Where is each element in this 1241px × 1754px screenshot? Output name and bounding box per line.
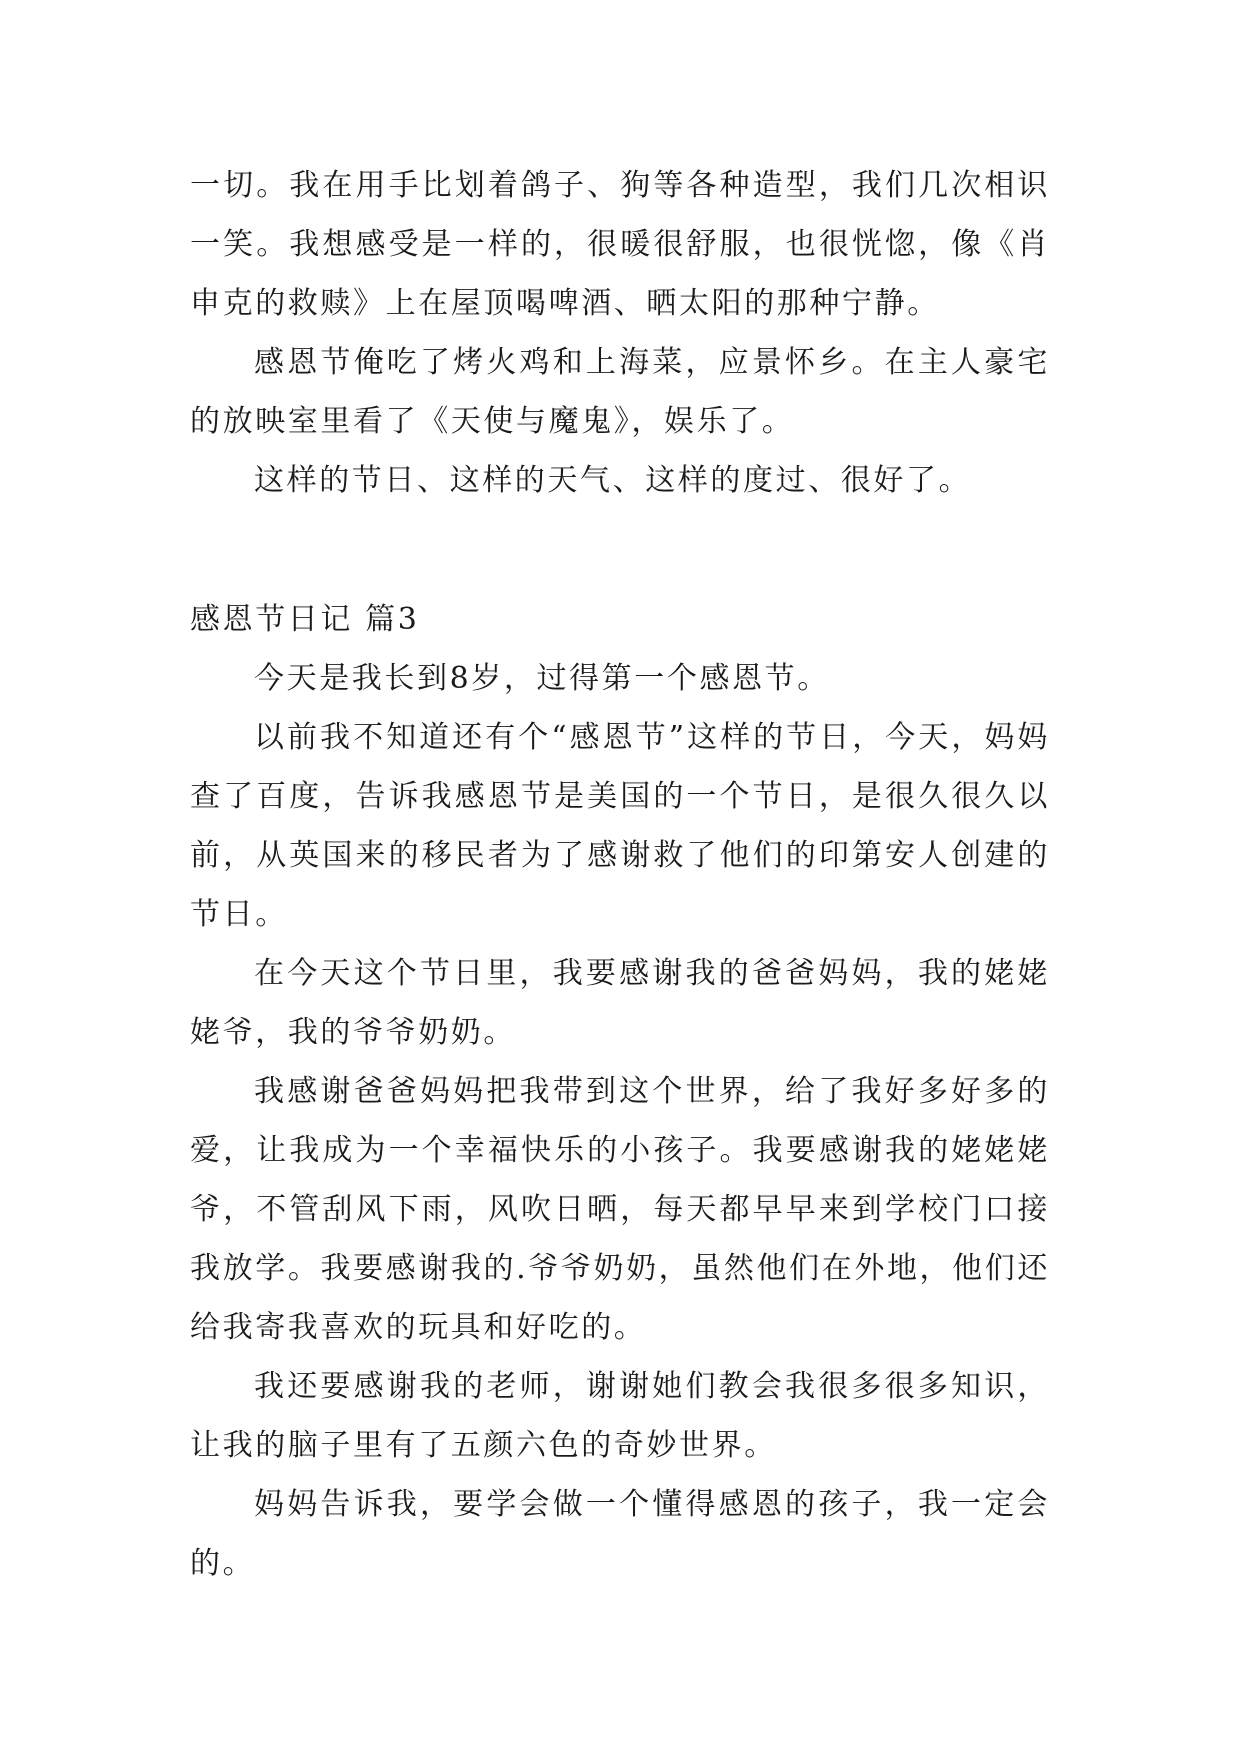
- body-paragraph: 在今天这个节日里，我要感谢我的爸爸妈妈，我的姥姥姥爷，我的爷爷奶奶。: [190, 956, 1050, 1050]
- section-title: 感恩节日记 篇3: [190, 602, 420, 637]
- body-paragraph: 感恩节俺吃了烤火鸡和上海菜，应景怀乡。在主人豪宅的放映室里看了《天使与魔鬼》，娱乐了。: [190, 345, 1050, 439]
- body-paragraph: 以前我不知道还有个“感恩节”这样的节日，今天，妈妈查了百度，告诉我感恩节是美国的一个节日，是很久很久以前，从英国来的移民者为了感谢救了他们的印第安人创建的节日。: [190, 720, 1050, 932]
- continuation-paragraph: 一切。我在用手比划着鸽子、狗等各种造型，我们几次相识一笑。我想感受是一样的，很暖很舒服，也很恍惚，像《肖申克的救赎》上在屋顶喝啤酒、晒太阳的那种宁静。: [190, 168, 1050, 321]
- body-paragraph: 今天是我长到8岁，过得第一个感恩节。: [254, 661, 830, 696]
- body-paragraph: 我还要感谢我的老师，谢谢她们教会我很多很多知识，让我的脑子里有了五颜六色的奇妙世界。: [190, 1369, 1050, 1463]
- body-paragraph: 我感谢爸爸妈妈把我带到这个世界，给了我好多好多的爱，让我成为一个幸福快乐的小孩子。我要感谢我的姥姥姥爷，不管刮风下雨，风吹日晒，每天都早早来到学校门口接我放学。我要感谢我的.爷爷奶奶，虽然他们在外地，他们还给我寄我喜欢的玩具和好吃的。: [190, 1074, 1050, 1345]
- body-paragraph: 这样的节日、这样的天气、这样的度过、很好了。: [254, 463, 972, 498]
- section-spacer: [190, 510, 1050, 590]
- body-paragraph: 妈妈告诉我，要学会做一个懂得感恩的孩子，我一定会的。: [190, 1487, 1050, 1581]
- document-body: [190, 156, 1050, 1593]
